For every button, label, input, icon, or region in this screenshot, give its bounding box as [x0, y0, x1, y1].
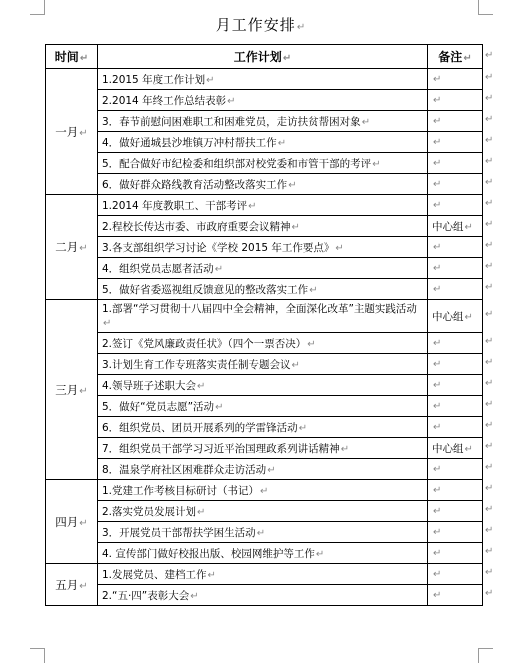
month-label: 二月 — [55, 240, 79, 254]
paragraph-mark: ↵ — [215, 401, 224, 413]
task-cell[interactable] — [98, 543, 428, 564]
task-text: 5．做好“党员志愿”活动 — [102, 400, 215, 413]
table-header-row — [46, 45, 483, 69]
paragraph-mark: ↵ — [433, 422, 442, 433]
row-end-mark: ↵ — [485, 588, 494, 599]
row-end-mark: ↵ — [485, 504, 494, 515]
table-row — [46, 522, 483, 543]
paragraph-mark: ↵ — [372, 158, 381, 170]
note-cell[interactable] — [428, 69, 483, 90]
row-end-mark: ↵ — [485, 462, 494, 473]
task-cell[interactable] — [98, 564, 428, 585]
paragraph-mark: ↵ — [277, 137, 287, 149]
paragraph-mark: ↵ — [361, 116, 371, 128]
task-cell[interactable] — [98, 153, 428, 174]
page-corner-mark-bottom-right — [478, 648, 493, 663]
paragraph-mark: ↵ — [433, 263, 442, 274]
task-cell[interactable] — [98, 417, 428, 438]
table-row — [46, 153, 483, 174]
month-label: 三月 — [55, 382, 79, 397]
table-row — [46, 480, 483, 501]
table-row — [46, 501, 483, 522]
paragraph-mark: ↵ — [335, 242, 344, 254]
task-text: 1.党建工作考核目标研讨（书记） — [102, 484, 260, 497]
note-cell[interactable] — [428, 417, 483, 438]
note-cell[interactable] — [428, 153, 483, 174]
row-end-mark: ↵ — [485, 177, 494, 188]
document-title-text: 月工作安排 — [215, 16, 296, 34]
paragraph-mark: ↵ — [206, 74, 215, 86]
table-row — [46, 375, 483, 396]
row-end-mark: ↵ — [485, 420, 494, 431]
row-end-mark: ↵ — [485, 378, 494, 389]
task-cell[interactable] — [98, 216, 428, 237]
task-cell[interactable] — [98, 480, 428, 501]
paragraph-mark: ↵ — [214, 263, 224, 275]
paragraph-mark: ↵ — [433, 359, 442, 370]
row-end-mark: ↵ — [485, 567, 494, 578]
paragraph-mark: ↵ — [464, 311, 473, 323]
row-end-mark: ↵ — [485, 282, 494, 293]
paragraph-mark: ↵ — [433, 338, 442, 349]
paragraph-mark: ↵ — [267, 464, 276, 476]
task-cell[interactable] — [98, 522, 428, 543]
task-cell[interactable] — [98, 90, 428, 111]
paragraph-mark: ↵ — [79, 580, 88, 592]
task-cell[interactable] — [98, 396, 428, 417]
table-row — [46, 69, 483, 90]
row-end-mark: ↵ — [485, 49, 494, 61]
task-cell[interactable] — [98, 279, 428, 300]
row-end-mark: ↵ — [485, 261, 494, 272]
paragraph-mark: ↵ — [433, 284, 442, 295]
task-text: 6．做好群众路线教育活动整改落实工作 — [102, 178, 288, 191]
table-row — [46, 174, 483, 195]
table-row — [46, 237, 483, 258]
header-time[interactable] — [46, 45, 98, 69]
paragraph-mark: ↵ — [433, 179, 442, 190]
paragraph-mark: ↵ — [433, 137, 442, 148]
header-note-label: 备注 — [438, 50, 463, 64]
task-text: 5．做好省委巡视组反馈意见的整改落实工作 — [102, 283, 309, 296]
task-cell[interactable] — [98, 375, 428, 396]
table-row — [46, 132, 483, 153]
task-cell[interactable] — [98, 438, 428, 459]
note-cell[interactable] — [428, 564, 483, 585]
note-cell[interactable] — [428, 354, 483, 375]
row-end-mark: ↵ — [485, 198, 494, 209]
paragraph-mark: ↵ — [291, 221, 300, 233]
task-cell[interactable] — [98, 501, 428, 522]
table-row — [46, 564, 483, 585]
paragraph-mark: ↵ — [197, 380, 206, 392]
task-cell[interactable] — [98, 333, 428, 354]
paragraph-mark: ↵ — [433, 548, 442, 559]
paragraph-mark: ↵ — [248, 200, 257, 212]
note-cell[interactable] — [428, 279, 483, 300]
paragraph-mark: ↵ — [433, 401, 442, 412]
task-cell[interactable] — [98, 354, 428, 375]
note-cell[interactable] — [428, 90, 483, 111]
table-row — [46, 90, 483, 111]
note-cell[interactable] — [428, 543, 483, 564]
paragraph-mark: ↵ — [197, 506, 206, 518]
row-end-mark: ↵ — [485, 93, 494, 104]
paragraph-mark: ↵ — [309, 284, 318, 296]
table-row — [46, 543, 483, 564]
month-cell[interactable] — [46, 195, 98, 300]
note-cell[interactable] — [428, 132, 483, 153]
month-cell[interactable] — [46, 69, 98, 195]
note-cell[interactable] — [428, 459, 483, 480]
paragraph-mark: ↵ — [464, 221, 473, 233]
paragraph-mark: ↵ — [291, 359, 300, 371]
paragraph-mark: ↵ — [433, 74, 442, 85]
note-cell[interactable] — [428, 333, 483, 354]
task-cell[interactable] — [98, 132, 428, 153]
task-text: 2.落实党员发展计划 — [102, 505, 197, 518]
row-end-mark: ↵ — [485, 546, 494, 557]
task-text: 1.2015 年度工作计划 — [102, 73, 206, 86]
paragraph-mark: ↵ — [433, 506, 442, 517]
month-label: 一月 — [55, 124, 79, 139]
paragraph-mark: ↵ — [433, 200, 442, 211]
task-text: 7．组织党员干部学习习近平治国理政系列讲话精神 — [102, 442, 340, 455]
note-cell[interactable] — [428, 174, 483, 195]
page-corner-mark-top-right — [478, 0, 493, 15]
task-cell[interactable] — [98, 195, 428, 216]
paragraph-mark: ↵ — [433, 95, 442, 106]
paragraph-mark: ↵ — [433, 464, 442, 475]
task-text: 1.发展党员、建档工作 — [102, 568, 207, 581]
note-text: 中心组 — [432, 442, 464, 455]
task-text: 4.领导班子述职大会 — [102, 379, 197, 392]
header-time-label: 时间 — [54, 50, 79, 64]
paragraph-mark: ↵ — [79, 517, 88, 529]
task-text: 6．组织党员、团员开展系列的学雷锋活动 — [102, 421, 298, 434]
note-cell[interactable] — [428, 396, 483, 417]
paragraph-mark: ↵ — [433, 116, 442, 127]
task-text: 1.2014 年度教职工、干部考评 — [102, 199, 248, 212]
note-cell[interactable] — [428, 438, 483, 459]
paragraph-mark: ↵ — [433, 380, 442, 391]
task-text: 3.计划生育工作专班落实责任制专题会议 — [102, 358, 291, 371]
note-cell[interactable] — [428, 300, 483, 333]
table-row — [46, 195, 483, 216]
paragraph-mark: ↵ — [463, 53, 472, 64]
task-text: 4. 宣传部门做好校报出版、校园网维护等工作 — [102, 547, 315, 560]
row-end-mark: ↵ — [485, 525, 494, 536]
table-row — [46, 279, 483, 300]
table-row — [46, 354, 483, 375]
task-cell[interactable] — [98, 585, 428, 606]
task-text: 1.部署“学习贯彻十八届四中全会精神，全面深化改革”主题实践活动 — [102, 302, 417, 315]
note-cell[interactable] — [428, 522, 483, 543]
paragraph-mark: ↵ — [260, 485, 269, 497]
row-end-mark: ↵ — [485, 441, 494, 452]
row-end-mark: ↵ — [485, 309, 494, 320]
header-plan[interactable] — [98, 45, 428, 69]
row-end-mark: ↵ — [485, 483, 494, 494]
task-text: 4．组织党员志愿者活动 — [102, 262, 214, 275]
row-end-mark: ↵ — [485, 114, 494, 125]
paragraph-mark: ↵ — [282, 53, 292, 64]
note-cell[interactable] — [428, 111, 483, 132]
paragraph-mark: ↵ — [298, 422, 308, 434]
note-text: 中心组 — [432, 310, 464, 323]
header-plan-label: 工作计划 — [233, 50, 282, 64]
task-cell[interactable] — [98, 300, 428, 333]
task-cell[interactable] — [98, 174, 428, 195]
task-text: 2.签订《党风廉政责任状》（四个一票否决） — [102, 337, 307, 350]
paragraph-mark: ↵ — [340, 443, 350, 455]
task-cell[interactable] — [98, 111, 428, 132]
paragraph-mark: ↵ — [464, 443, 473, 455]
paragraph-mark: ↵ — [433, 527, 442, 538]
note-cell[interactable] — [428, 237, 483, 258]
paragraph-mark: ↵ — [227, 95, 236, 107]
page-corner-mark-bottom-left — [30, 648, 45, 663]
paragraph-mark: ↵ — [79, 53, 89, 64]
page-corner-mark-top-left — [30, 0, 45, 15]
task-text: 2.2014 年终工作总结表彰 — [102, 94, 227, 107]
row-end-mark: ↵ — [485, 336, 494, 347]
note-cell[interactable] — [428, 195, 483, 216]
schedule-body — [46, 69, 483, 606]
table-row — [46, 438, 483, 459]
document-title[interactable] — [0, 14, 522, 35]
month-cell[interactable] — [46, 300, 98, 480]
paragraph-mark: ↵ — [307, 338, 316, 350]
task-text: 3．春节前慰问困难职工和困难党员，走访扶贫帮困对象 — [102, 115, 361, 128]
task-cell[interactable] — [98, 258, 428, 279]
month-cell[interactable] — [46, 564, 98, 606]
paragraph-mark: ↵ — [207, 569, 216, 581]
note-text: 中心组 — [432, 220, 464, 233]
paragraph-mark: ↵ — [433, 590, 442, 601]
paragraph-mark: ↵ — [79, 243, 88, 254]
note-cell[interactable] — [428, 216, 483, 237]
row-end-mark: ↵ — [485, 72, 494, 83]
table-row — [46, 258, 483, 279]
task-text: 4．做好通城县沙堆镇万冲村帮扶工作 — [102, 136, 277, 149]
header-note[interactable] — [428, 45, 483, 69]
paragraph-mark: ↵ — [288, 179, 297, 191]
table-row — [46, 300, 483, 333]
task-cell[interactable] — [98, 69, 428, 90]
schedule-table[interactable] — [45, 44, 483, 606]
table-row — [46, 417, 483, 438]
month-cell[interactable] — [46, 480, 98, 564]
note-cell[interactable] — [428, 585, 483, 606]
row-end-mark: ↵ — [485, 156, 494, 167]
row-end-mark: ↵ — [485, 240, 494, 251]
paragraph-mark: ↵ — [256, 527, 266, 539]
paragraph-mark: ↵ — [103, 317, 112, 329]
note-cell[interactable] — [428, 258, 483, 279]
paragraph-mark: ↵ — [315, 548, 325, 560]
row-end-mark: ↵ — [485, 357, 494, 368]
note-cell[interactable] — [428, 375, 483, 396]
table-row — [46, 585, 483, 606]
task-text: 3.各支部组织学习讨论《学校 2015 年工作要点》 — [102, 241, 335, 254]
table-row — [46, 459, 483, 480]
task-text: 2.程校长传达市委、市政府重要会议精神 — [102, 220, 291, 233]
task-text: 8．温泉学府社区困难群众走访活动 — [102, 463, 267, 476]
paragraph-mark: ↵ — [433, 242, 442, 253]
task-text: 5．配合做好市纪检委和组织部对校党委和市管干部的考评 — [102, 157, 372, 170]
task-cell[interactable] — [98, 459, 428, 480]
month-label: 五月 — [55, 577, 79, 592]
table-row — [46, 333, 483, 354]
task-cell[interactable] — [98, 237, 428, 258]
row-end-mark: ↵ — [485, 399, 494, 410]
paragraph-mark: ↵ — [433, 569, 442, 580]
paragraph-mark: ↵ — [79, 385, 88, 397]
row-end-mark: ↵ — [485, 219, 494, 230]
month-label: 四月 — [55, 514, 79, 529]
table-row — [46, 111, 483, 132]
note-cell[interactable] — [428, 501, 483, 522]
note-cell[interactable] — [428, 480, 483, 501]
paragraph-mark: ↵ — [79, 127, 88, 139]
paragraph-mark: ↵ — [433, 485, 442, 496]
row-end-mark: ↵ — [485, 135, 494, 146]
table-row — [46, 216, 483, 237]
paragraph-mark: ↵ — [433, 158, 442, 169]
task-text: 2.“五·四”表彰大会 — [102, 589, 190, 602]
paragraph-mark: ↵ — [190, 590, 199, 602]
paragraph-mark: ↵ — [296, 22, 307, 33]
table-row — [46, 396, 483, 417]
task-text: 3．开展党员干部帮扶学困生活动 — [102, 526, 256, 539]
